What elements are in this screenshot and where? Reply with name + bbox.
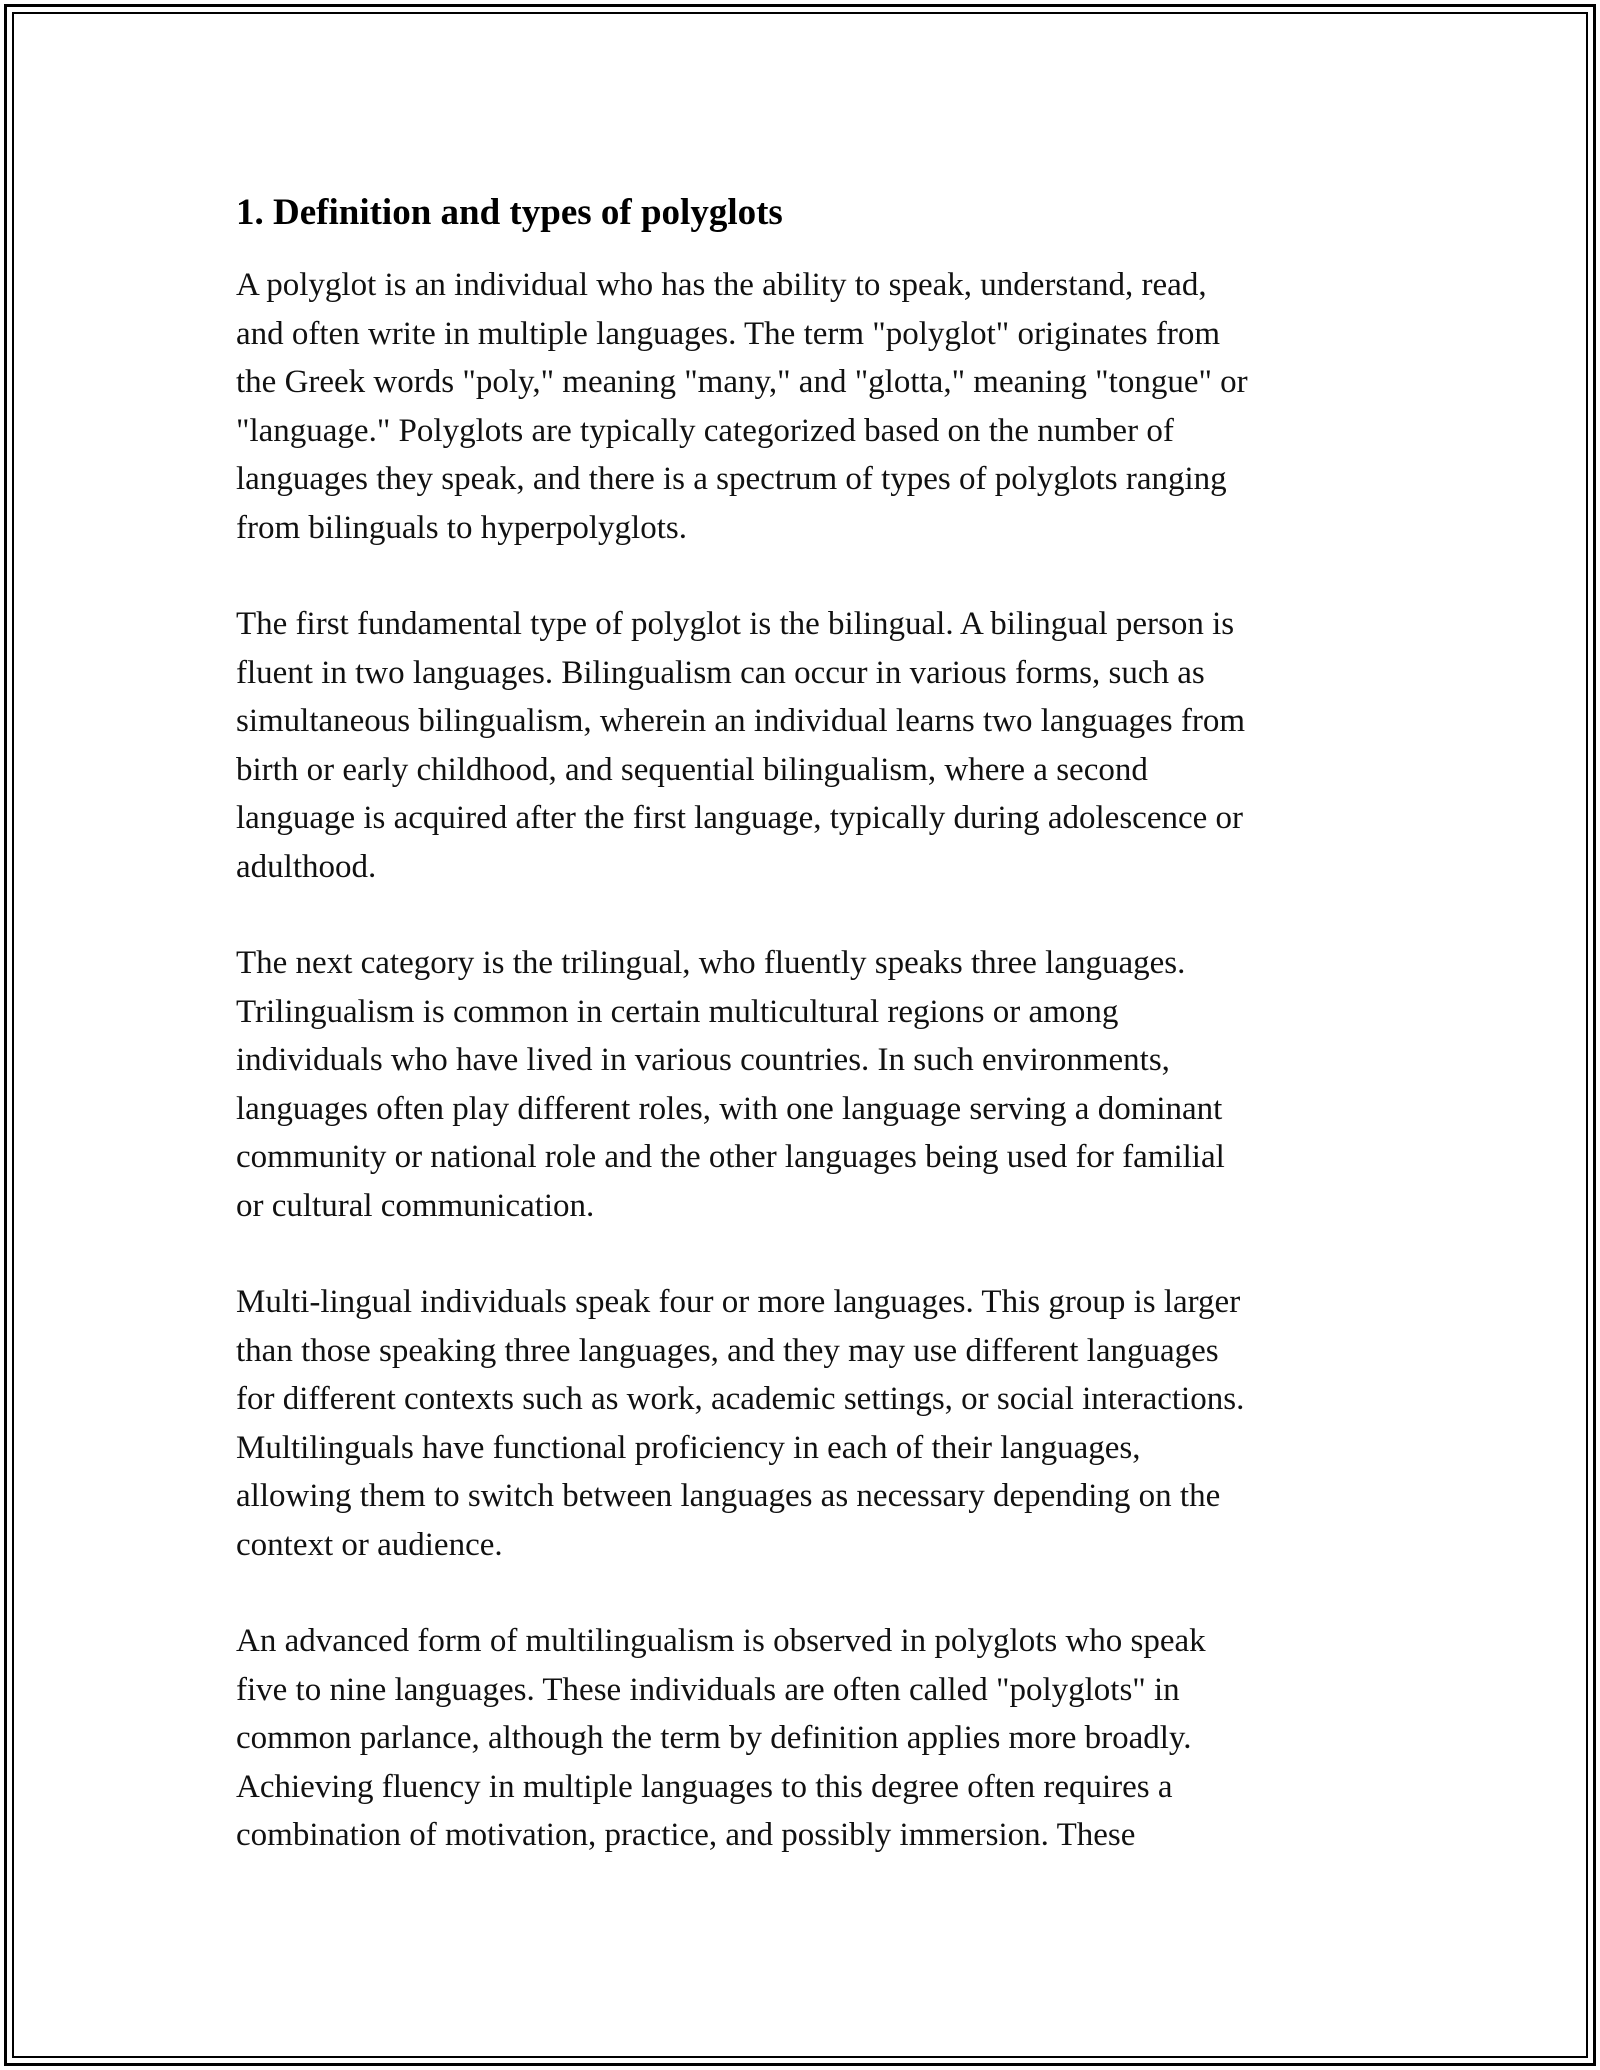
text-line: individuals who have lived in various countries. In such environments, [236, 1042, 1170, 1078]
text-line: the Greek words "poly," meaning "many," and "glotta," meaning "tongue" or [236, 364, 1248, 400]
text-line: than those speaking three languages, and they may use different languages [236, 1332, 1219, 1369]
text-line: "language." Polyglots are typically categorized based on the number of [236, 412, 1174, 449]
text-line: languages often play different roles, with one language serving a dominant [236, 1090, 1223, 1127]
text-line: context or audience. [236, 1526, 503, 1563]
text-line: Multi-lingual individuals speak four or more languages. This group is larger [236, 1284, 1241, 1320]
text-line: for different contexts such as work, academic settings, or social interactions. [236, 1381, 1245, 1417]
paragraph-multilingual [236, 1278, 1386, 1569]
section-heading: 1. Definition and types of polyglots [236, 192, 783, 233]
text-line: combination of motivation, practice, and possibly immersion. These [236, 1817, 1136, 1853]
text-line: A polyglot is an individual who has the ability to speak, understand, read, [236, 267, 1207, 303]
paragraph-bilingual [236, 600, 1386, 891]
text-line: The first fundamental type of polyglot is the bilingual. A bilingual person is [236, 606, 1235, 642]
text-line: fluent in two languages. Bilingualism can occur in various forms, such as [236, 654, 1205, 691]
text-line: Multilinguals have functional proficiency in each of their languages, [236, 1429, 1141, 1466]
text-line: An advanced form of multilingualism is observed in polyglots who speak [236, 1623, 1206, 1659]
text-line: adulthood. [236, 848, 377, 885]
text-line: and often write in multiple languages. The term "polyglot" originates from [236, 315, 1221, 352]
text-line: language is acquired after the first language, typically during adolescence or [236, 800, 1243, 836]
text-line: community or national role and the other languages being used for familial [236, 1139, 1225, 1175]
text-line: The next category is the trilingual, who fluently speaks three languages. [236, 945, 1186, 981]
text-line: five to nine languages. These individuals are often called "polyglots" in [236, 1671, 1180, 1708]
text-line: common parlance, although the term by definition applies more broadly. [236, 1720, 1192, 1756]
paragraph-polyglots [236, 1617, 1386, 1860]
text-line: or cultural communication. [236, 1187, 595, 1224]
document-body [236, 185, 1386, 1908]
paragraph-definition [236, 261, 1386, 552]
text-line: Trilingualism is common in certain multicultural regions or among [236, 993, 1119, 1030]
paragraph-trilingual [236, 939, 1386, 1230]
text-line: languages they speak, and there is a spectrum of types of polyglots ranging [236, 461, 1227, 497]
text-line: simultaneous bilingualism, wherein an individual learns two languages from [236, 703, 1246, 739]
text-line: from bilinguals to hyperpolyglots. [236, 509, 687, 546]
text-line: allowing them to switch between languages as necessary depending on the [236, 1478, 1221, 1514]
text-line: Achieving fluency in multiple languages to this degree often requires a [236, 1768, 1173, 1805]
text-line: birth or early childhood, and sequential bilingualism, where a second [236, 751, 1148, 788]
